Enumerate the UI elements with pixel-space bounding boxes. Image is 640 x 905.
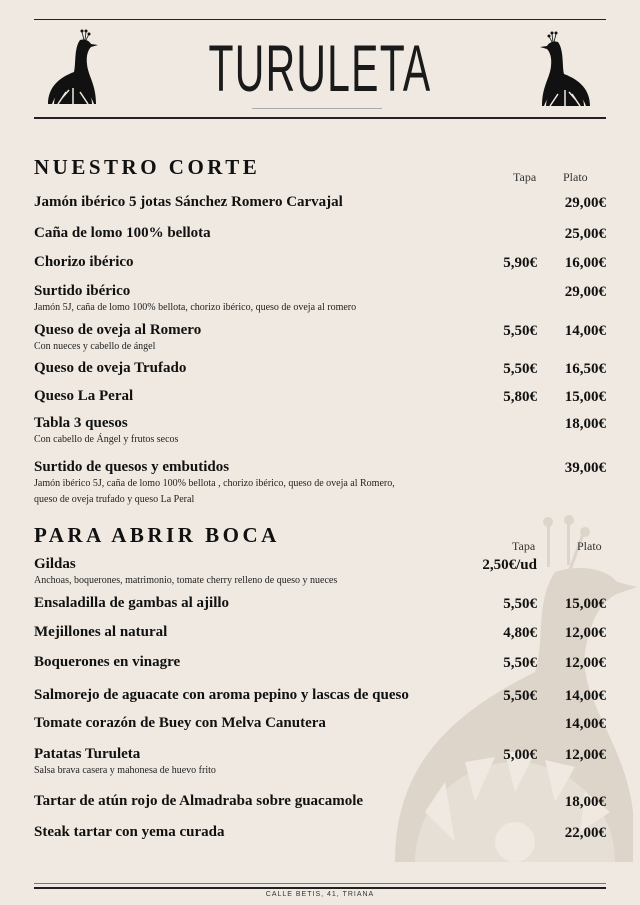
plato-price: 14,00€	[564, 716, 606, 732]
plato-price: 14,00€	[564, 688, 606, 704]
plato-price: 39,00€	[564, 460, 606, 476]
plato-price: 15,00€	[564, 389, 606, 405]
plato-price: 16,00€	[564, 255, 606, 271]
section-title: NUESTRO CORTE	[34, 155, 261, 179]
plato-price: 22,00€	[564, 825, 606, 841]
tapa-price: 5,00€	[503, 747, 537, 763]
plato-price: 29,00€	[564, 284, 606, 300]
menu-item-name: Mejillones al natural	[34, 624, 168, 640]
menu-item-name: Ensaladilla de gambas al ajillo	[34, 595, 230, 611]
tapa-column-header: Tapa	[512, 539, 536, 553]
menu-item-name: Surtido ibérico	[34, 283, 131, 299]
menu-item-description: Con cabello de Ángel y frutos secos	[34, 434, 179, 445]
tapa-price: 5,50€	[503, 361, 537, 377]
menu-item-description: Anchoas, boquerones, matrimonio, tomate cherry relleno de queso y nueces	[34, 575, 338, 586]
menu-item-name: Boquerones en vinagre	[34, 654, 181, 670]
menu-item-name: Tabla 3 quesos	[34, 415, 128, 431]
tapa-price: 4,80€	[503, 625, 537, 641]
footer-address: CALLE BETIS, 41, TRIANA	[265, 891, 375, 898]
tapa-column-header: Tapa	[513, 170, 537, 184]
plato-price: 16,50€	[564, 361, 606, 377]
tapa-price: 5,50€	[503, 688, 537, 704]
plato-column-header: Plato	[563, 170, 588, 184]
tapa-price: 2,50€/ud	[482, 557, 537, 573]
section-title: PARA ABRIR BOCA	[34, 523, 280, 547]
header-rule	[34, 117, 606, 119]
peacock-left-icon	[44, 28, 100, 108]
menu-item-name: Salmorejo de aguacate con aroma pepino y lascas de queso	[34, 687, 409, 703]
plato-price: 18,00€	[564, 794, 606, 810]
menu-item-name: Steak tartar con yema curada	[34, 824, 225, 840]
plato-price: 12,00€	[564, 655, 606, 671]
menu-item-name: Gildas	[34, 556, 76, 572]
menu-item-name: Jamón ibérico 5 jotas Sánchez Romero Carvajal	[34, 194, 343, 210]
tapa-price: 5,80€	[503, 389, 537, 405]
restaurant-title: TURULETA	[208, 31, 432, 105]
menu-item-name: Queso de oveja Trufado	[34, 360, 187, 376]
tapa-price: 5,50€	[503, 655, 537, 671]
menu-item-name: Chorizo ibérico	[34, 254, 134, 270]
menu-item-description: Jamón ibérico 5J, caña de lomo 100% bellota , chorizo ibérico, queso de oveja al Romero,	[34, 478, 395, 489]
tapa-price: 5,50€	[503, 323, 537, 339]
plato-price: 12,00€	[564, 747, 606, 763]
plato-column-header: Plato	[577, 539, 602, 553]
menu-item-name: Patatas Turuleta	[34, 746, 141, 762]
footer-rule	[34, 887, 606, 889]
plato-price: 25,00€	[564, 226, 606, 242]
plato-price: 29,00€	[564, 195, 606, 211]
menu-item-description: Salsa brava casera y mahonesa de huevo frito	[34, 765, 216, 776]
peacock-right-icon	[538, 30, 594, 110]
menu-item-description: queso de oveja trufado y queso La Peral	[34, 494, 195, 505]
tapa-price: 5,50€	[503, 596, 537, 612]
top-rule	[34, 19, 606, 20]
menu-item-name: Queso de oveja al Romero	[34, 322, 202, 338]
menu-item-name: Queso La Peral	[34, 388, 134, 404]
menu-item-name: Surtido de quesos y embutidos	[34, 459, 230, 475]
menu-item-description: Jamón 5J, caña de lomo 100% bellota, chorizo ibérico, queso de oveja al romero	[34, 302, 357, 313]
plato-price: 15,00€	[564, 596, 606, 612]
plato-price: 18,00€	[564, 416, 606, 432]
title-underline	[252, 108, 382, 109]
menu-item-name: Tomate corazón de Buey con Melva Canutera	[34, 715, 326, 731]
tapa-price: 5,90€	[503, 255, 537, 271]
plato-price: 14,00€	[564, 323, 606, 339]
menu-item-name: Tartar de atún rojo de Almadraba sobre guacamole	[34, 793, 364, 809]
menu-item-name: Caña de lomo 100% bellota	[34, 225, 211, 241]
plato-price: 12,00€	[564, 625, 606, 641]
menu-item-description: Con nueces y cabello de ángel	[34, 341, 156, 352]
footer-rule-thin	[34, 883, 606, 884]
